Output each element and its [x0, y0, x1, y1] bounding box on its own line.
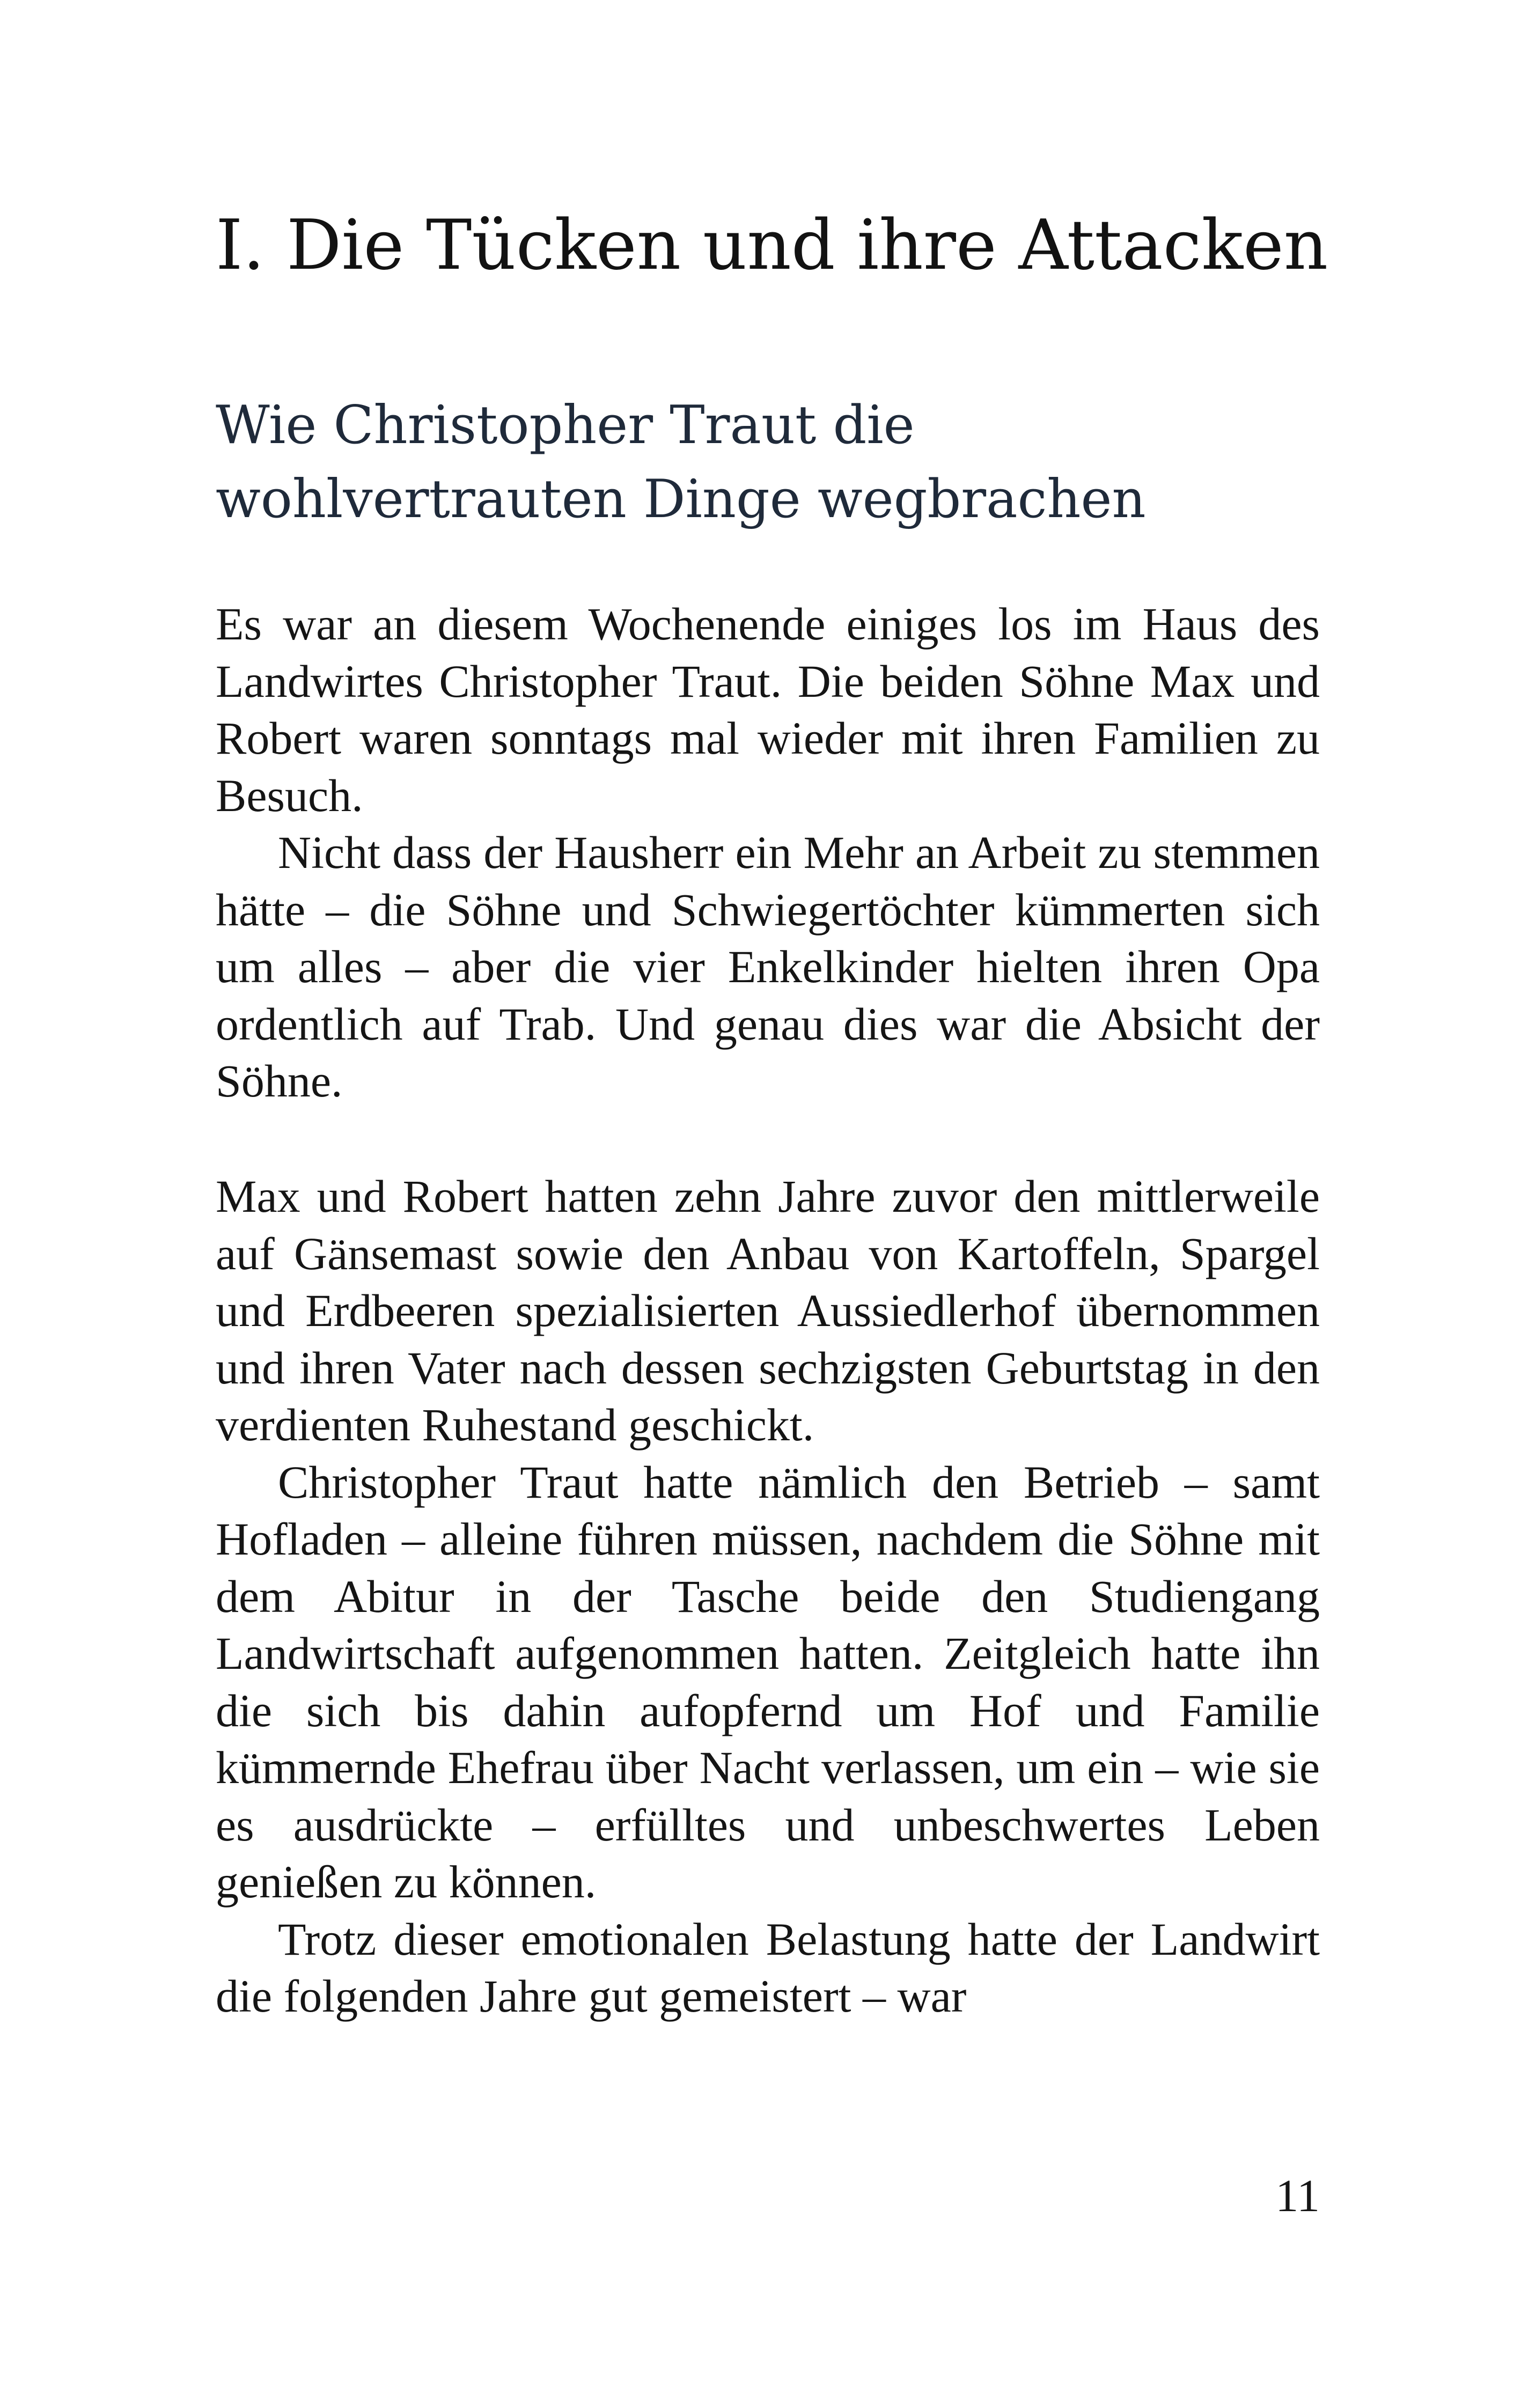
paragraph: Es war an diesem Wochenende einiges los im Haus des Landwirtes Christopher Traut. Die beiden Söhne Max und Robert waren sonntags mal wieder mit ihren Familien zu Besuch. [216, 598, 1320, 821]
text-block [216, 1168, 1320, 2025]
section-title-line: wohlvertrauten Dinge wegbrachen [216, 469, 1146, 530]
chapter-title: I. Die Tücken und ihre Attacken [216, 205, 1328, 285]
book-page [216, 0, 1328, 2408]
paragraph: Nicht dass der Hausherr ein Mehr an Arbeit zu stemmen hätte – die Söhne und Schwiegertöchter kümmerten sich um alles – aber die vier Enkelkinder hielten ihren Opa ordentlich auf Trab. Und genau dies war die Absicht der Söhne. [216, 827, 1320, 1107]
section-title-line: Wie Christopher Traut die [216, 395, 915, 456]
page-number: 11 [1275, 2170, 1320, 2221]
paragraph: Max und Robert hatten zehn Jahre zuvor den mittlerweile auf Gänsemast sowie den Anbau von Kartoffeln, Spargel und Erdbeeren spezialisierten Aussiedlerhof übernommen und ihren Vater nach dessen sechzigsten Geburtstag in den verdienten Ruhestand geschickt. [216, 1170, 1320, 1450]
paragraph: Trotz dieser emotionalen Belastung hatte der Landwirt die folgenden Jahre gut gemeistert – war [216, 1913, 1320, 2022]
paragraph: Christopher Traut hatte nämlich den Betrieb – samt Hofladen – alleine führen müssen, nachdem die Söhne mit dem Abitur in der Tasche beide den Studiengang Landwirtschaft aufgenommen hatten. Zeitgleich hatte ihn die sich bis dahin aufopfernd um Hof und Familie kümmernde Ehefrau über Nacht verlassen, um ein – wie sie es ausdrückte – erfülltes und unbeschwertes Leben genießen zu können. [216, 1456, 1320, 1908]
section-title [216, 388, 1320, 536]
text-block [216, 595, 1320, 1110]
